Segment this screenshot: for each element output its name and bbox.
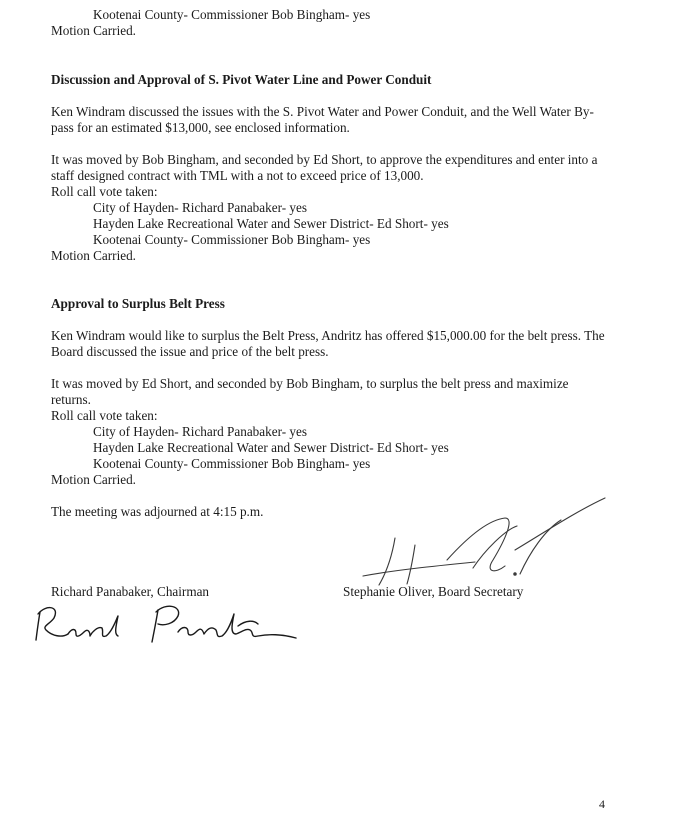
section-heading-belt-press: Approval to Surplus Belt Press [51, 296, 225, 311]
motion-carried: Motion Carried. [51, 23, 136, 38]
motion-carried: Motion Carried. [51, 472, 136, 487]
vote-line: Kootenai County- Commissioner Bob Bingham- yes [93, 232, 371, 247]
secretary-signature-label: Stephanie Oliver, Board Secretary [343, 584, 524, 599]
vote-line: Kootenai County- Commissioner Bob Bingham- yes [93, 7, 371, 22]
vote-line: Kootenai County- Commissioner Bob Bingham- yes [93, 456, 371, 471]
roll-call-label: Roll call vote taken: [51, 184, 158, 199]
paragraph: Ken Windram discussed the issues with the S. Pivot Water and Power Conduit, and the Well Water By-pass for an estimated $13,000, see enclosed information. [51, 104, 594, 135]
vote-line: City of Hayden- Richard Panabaker- yes [93, 200, 307, 215]
paragraph: It was moved by Ed Short, and seconded by Bob Bingham, to surplus the belt press and maximize returns. [51, 376, 569, 407]
roll-call-label: Roll call vote taken: [51, 408, 158, 423]
vote-line: Hayden Lake Recreational Water and Sewer District- Ed Short- yes [93, 440, 449, 455]
adjournment-text: The meeting was adjourned at 4:15 p.m. [51, 504, 264, 519]
secretary-signature [355, 490, 615, 595]
chairman-signature [32, 598, 302, 650]
paragraph: Ken Windram would like to surplus the Belt Press, Andritz has offered $15,000.00 for the belt press. The Board discussed the issue and price of the belt press. [51, 328, 605, 359]
paragraph: It was moved by Bob Bingham, and seconded by Ed Short, to approve the expenditures and enter into a staff designed contract with TML with a not to exceed price of 13,000. [51, 152, 598, 183]
vote-line: City of Hayden- Richard Panabaker- yes [93, 424, 307, 439]
page-number: 4 [599, 797, 605, 811]
chairman-signature-label: Richard Panabaker, Chairman [51, 584, 210, 599]
vote-line: Hayden Lake Recreational Water and Sewer District- Ed Short- yes [93, 216, 449, 231]
section-heading-pivot: Discussion and Approval of S. Pivot Water Line and Power Conduit [51, 72, 432, 87]
motion-carried: Motion Carried. [51, 248, 136, 263]
